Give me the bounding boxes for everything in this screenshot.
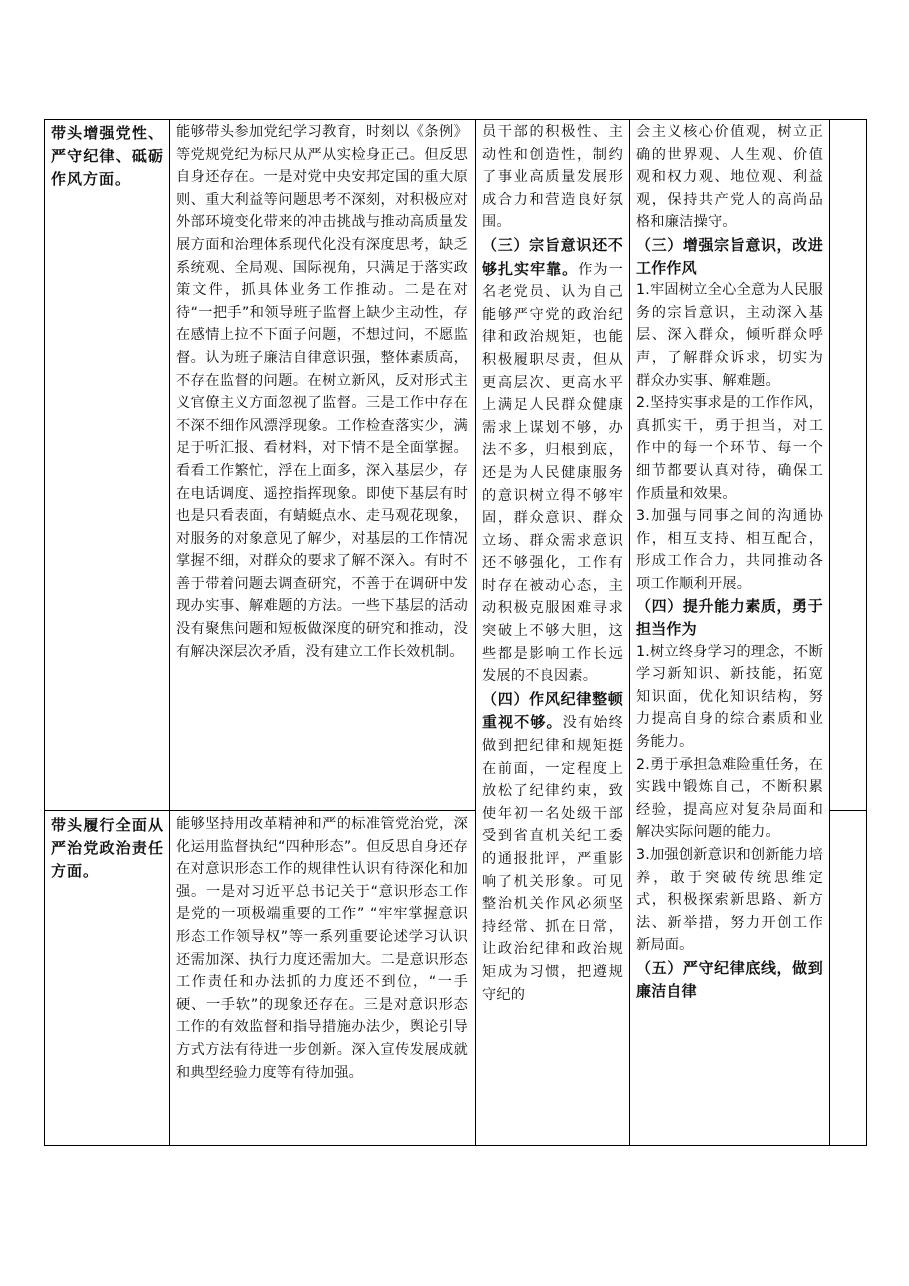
col-border-3 bbox=[629, 119, 630, 1146]
row-1-problem: 能够带头参加党纪学习教育，时刻以《条例》等党规党纪为标尺从严从实检身正己。但反思自身还存在。一是对党中央安邦定国的重大原则、重大利益等问题思考不深刻，对积极应对外部环境变化带来的冲击挑战与推动高质量发展方面和治理体系现代化没有深度思考，缺乏系统观、全局观、国际视角，只满足于落实政策文件，抓具体业务工作推动。二是在对待“一把手”和领导班子监督上缺少主动性，存在感情上拉不下面子问题，不想过问，不愿监督。认为班子廉洁自律意识强，整体素质高，不存在监督的问题。在树立新风，反对形式主义官僚主义方面忽视了监督。三是工作中存在不深不细作风漂浮现象。工作检查落实少，满足于听汇报、看材料，对下情不是全面掌握。看看工作繁忙，浮在上面多，深入基层少，存在电话调度、遥控指挥现象。即使下基层有时也是只看表面，有蜻蜓点水、走马观花现象，对服务的对象意见了解少，对基层的工作情况掌握不细，对群众的要求了解不深入。有时不善于带着问题去调查研究，不善于在调研中发现办实事、解难题的方法。一些下基层的活动没有聚焦问题和短板做深度的研究和推动，没有解决深层次矛盾，没有建立工作长效机制。 bbox=[176, 124, 468, 660]
measure-text-0: 会主义核心价值观，树立正确的世界观、人生观、价值观和权力观、地位观、利益观，保持共产党人的高尚品格和廉洁操守。 bbox=[636, 124, 823, 231]
reason-paragraph-3 bbox=[482, 234, 623, 688]
measure-item-4-1: 1.树立终身学习的理念，不断学习新知识、新技能，拓宽知识面，优化知识结构，努力提高自身的综合素质和业务能力。 bbox=[636, 643, 823, 751]
measures-column bbox=[636, 121, 823, 1002]
row-2-label: 带头履行全面从严治党政治责任方面。 bbox=[51, 816, 164, 880]
table-top-border bbox=[44, 119, 867, 120]
row-1-label: 带头增强党性、严守纪律、砥砺作风方面。 bbox=[51, 124, 164, 188]
reason-heading-3: （三）宗旨意识还不够扎实牢靠。 bbox=[482, 235, 623, 278]
col-border-5 bbox=[866, 119, 867, 1146]
measure-heading-3: （三）增强宗旨意识，改进工作作风 bbox=[636, 235, 823, 277]
reason-paragraph-4 bbox=[482, 688, 623, 1006]
row-2-problem: 能够坚持用改革精神和严的标准管党治党，深化运用监督执纪“四种形态”。但反思自身还存在对意识形态工作的规律性认识有待深化和加强。一是对习近平总书记关于“意识形态工作是党的一项极端重要的工作” “牢牢掌握意识形态工作领导权”等一系列重要论述学习认识还需加深、执行力度还需加大。二是意识形态工作责任和办法抓的力度还不到位，“一手硬、一手软”的现象还存在。三是对意识形态工作的有效监督和指导措施办法少，舆论引导方式方法有待进一步创新。深入宣传发展成就和典型经验力度等有待加强。 bbox=[176, 816, 468, 1081]
reasons-column bbox=[482, 121, 623, 1006]
col-border-2 bbox=[475, 119, 476, 1146]
row-divider-left bbox=[44, 810, 475, 811]
reason-body-3: 作为一名老党员、认为自己能够严守党的政治纪律和政治规矩，也能积极履职尽责，但从更高层次、更高水平上满足人民群众健康需求上谋划不够，办法不多，归根到底，还是为人民健康服务的意识树立得不够牢固，群众意识、群众立场、群众需求意识还不够强化，工作有时存在被动心态，主动积极克服困难寻求突破上不够大胆，这些都是影响工作长远发展的不良因素。 bbox=[482, 261, 623, 685]
measure-item-4-3: 3.加强创新意识和创新能力培养，敢于突破传统思维定式，积极探索新思路、新方法、新举措，努力开创工作新局面。 bbox=[636, 847, 823, 954]
measure-heading-5: （五）严守纪律底线，做到廉洁自律 bbox=[636, 958, 823, 1000]
reason-text-0: 员干部的积极性、主动性和创造性，制约了事业高质量发展形成合力和营造良好氛围。 bbox=[482, 124, 623, 231]
measure-item-3-2: 2.坚持实事求是的工作作风，真抓实干，勇于担当，对工作中的每一个环节、每一个细节都要认真对待，确保工作质量和效果。 bbox=[636, 395, 823, 502]
reason-heading-4: （四）作风纪律整顿重视不够。 bbox=[482, 689, 623, 732]
measure-item-4-2: 2.勇于承担急难险重任务，在实践中锻炼自己，不断积累经验，提高应对复杂局面和解决实际问题的能力。 bbox=[636, 756, 823, 841]
col-border-4 bbox=[829, 119, 830, 1146]
measure-item-3-1: 1.牢固树立全心全意为人民服务的宗旨意识，主动深入基层、深入群众，倾听群众呼声，了解群众诉求，切实为群众办实事、解难题。 bbox=[636, 282, 823, 389]
row-divider-right bbox=[829, 810, 867, 811]
col-border-1 bbox=[169, 119, 170, 1146]
reason-body-4: 没有始终做到把纪律和规矩挺在前面，一定程度上放松了纪律约束，致使年初一名处级干部受到省直机关纪工委的通报批评，严重影响了机关形象。可见整治机关作风必须坚持经常、抓在日常，让政治纪律和政治规矩成为习惯，把遵规守纪的 bbox=[482, 715, 623, 1003]
measure-item-3-3: 3.加强与同事之间的沟通协作，相互支持、相互配合，形成工作合力，共同推动各项工作顺利开展。 bbox=[636, 508, 823, 592]
measure-heading-4: （四）提升能力素质，勇于担当作为 bbox=[636, 597, 823, 639]
col-border-0 bbox=[44, 119, 45, 1146]
table-bottom-border bbox=[44, 1145, 867, 1146]
